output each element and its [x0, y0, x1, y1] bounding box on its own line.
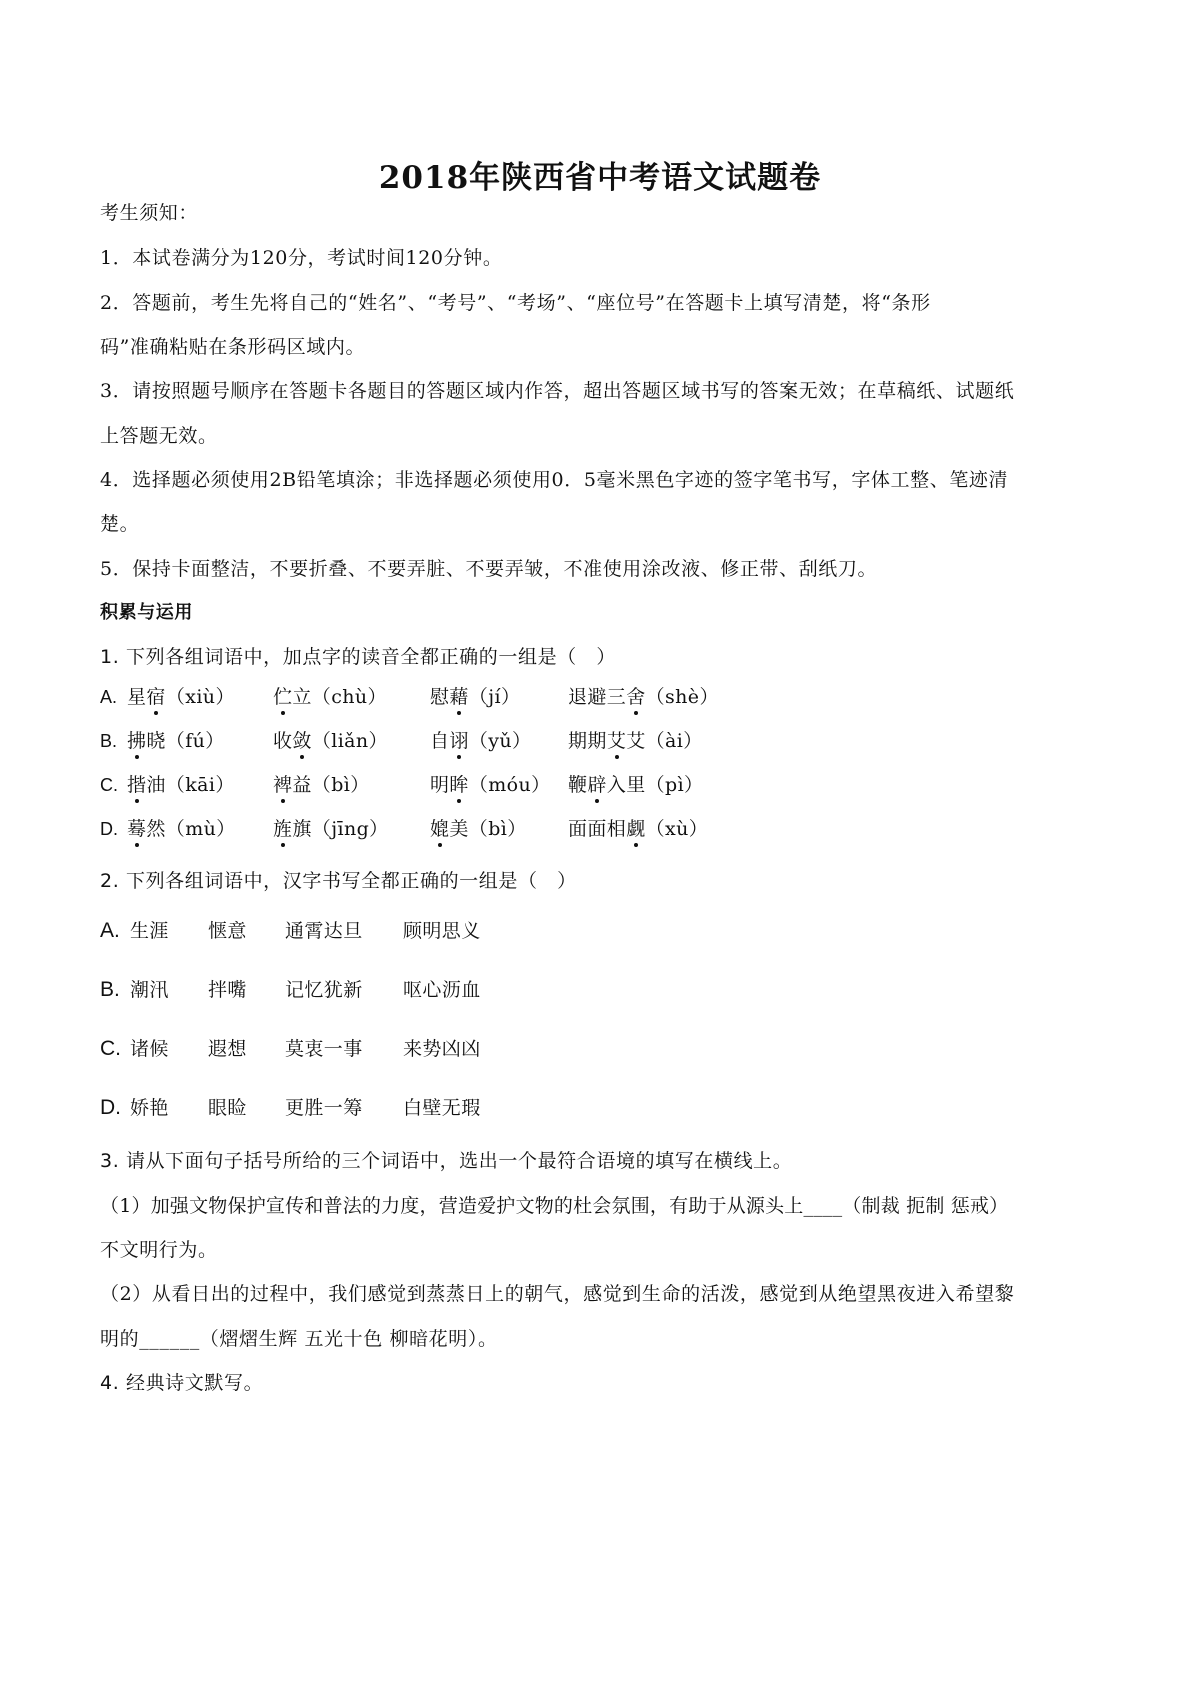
option-word: 面面相觑（xù）	[568, 818, 709, 840]
emphasis-dot-char: 旌	[273, 818, 293, 840]
option-word: 诸候	[130, 1038, 169, 1060]
notice-item-2-cont: 码”准确粘贴在条形码区域内。	[100, 336, 366, 358]
option-word: 退避三舍（shè）	[568, 686, 719, 708]
notice-item-1: 1．本试卷满分为120分，考试时间120分钟。	[100, 247, 503, 269]
notice-item-3-cont: 上答题无效。	[100, 425, 218, 447]
option-word: 裨益（bì）	[273, 774, 370, 796]
emphasis-dot-char: 藉	[449, 686, 469, 708]
notice-item-4-cont: 楚。	[100, 513, 140, 535]
option-word: 白壁无瑕	[403, 1097, 481, 1119]
question-4-stem: 4. 经典诗文默写。	[100, 1372, 264, 1394]
emphasis-dot-char: 伫	[273, 686, 293, 708]
emphasis-dot-char: 艾	[606, 730, 627, 752]
option-word: 惬意	[208, 920, 247, 942]
emphasis-dot-char: 诩	[449, 730, 469, 752]
option-letter: A.	[100, 687, 118, 707]
page-title: 2018年陕西省中考语文试题卷	[378, 160, 822, 196]
option-word: 生涯	[130, 920, 169, 942]
notice-item-3: 3．请按照题号顺序在答题卡各题目的答题区域内作答，超出答题区域书写的答案无效；在草稿纸、试题纸	[100, 380, 1015, 402]
option-word: 拌嘴	[208, 979, 247, 1001]
emphasis-dot-char: 敛	[292, 730, 312, 752]
emphasis-dot-char: 舍	[626, 686, 646, 708]
option-word: 媲美（bì）	[430, 818, 527, 840]
option-word: 通霄达旦	[285, 920, 363, 942]
option-letter: D.	[100, 819, 118, 839]
option-word: 来势凶凶	[403, 1038, 481, 1060]
option-word: 遐想	[208, 1038, 247, 1060]
notice-item-5: 5．保持卡面整洁，不要折叠、不要弄脏、不要弄皱，不准使用涂改液、修正带、刮纸刀。	[100, 558, 878, 580]
question-3-line-2-cont: 明的______（熠熠生辉 五光十色 柳暗花明）。	[100, 1328, 498, 1350]
option-word: 期期艾艾（ài）	[568, 730, 703, 752]
emphasis-dot-char: 拂	[127, 730, 147, 752]
option-word: 娇艳	[130, 1097, 169, 1119]
question-3-line-1: （1）加强文物保护宣传和普法的力度，营造爱护文物的杜会氛围，有助于从源头上____（制裁 扼制 惩戒）	[100, 1195, 1009, 1217]
emphasis-dot-char: 觑	[626, 818, 646, 840]
question-3-stem: 3. 请从下面句子括号所给的三个词语中，选出一个最符合语境的填写在横线上。	[100, 1150, 793, 1172]
emphasis-dot-char: 裨	[273, 774, 293, 796]
notice-heading: 考生须知：	[100, 202, 199, 224]
option-word: 揩油（kāi）	[127, 774, 235, 796]
option-word: 鞭辟入里（pì）	[568, 774, 704, 796]
question-3-line-1-cont: 不文明行为。	[100, 1239, 218, 1261]
option-word: 潮汛	[130, 979, 169, 1001]
option-word: 收敛（liǎn）	[273, 730, 388, 752]
option-word: 拂晓（fú）	[127, 730, 225, 752]
emphasis-dot-char: 眸	[449, 774, 469, 796]
option-letter: D.	[100, 1096, 121, 1119]
option-word: 明眸（móu）	[430, 774, 551, 796]
emphasis-dot-char: 揩	[127, 774, 147, 796]
option-word: 旌旗（jīng）	[273, 818, 389, 840]
emphasis-dot-char: 宿	[146, 686, 166, 708]
option-word: 顾明思义	[403, 920, 481, 942]
option-word: 慰藉（jí）	[430, 686, 521, 708]
option-word: 莫衷一事	[285, 1038, 363, 1060]
option-word: 伫立（chù）	[273, 686, 387, 708]
notice-item-4: 4．选择题必须使用2B铅笔填涂；非选择题必须使用0．5毫米黑色字迹的签字笔书写，字体工整、笔迹清	[100, 469, 1009, 491]
question-1-stem: 1. 下列各组词语中，加点字的读音全都正确的一组是（ ）	[100, 646, 616, 668]
section-heading: 积累与运用	[100, 602, 193, 623]
option-letter: A.	[100, 919, 120, 942]
option-word: 眼睑	[208, 1097, 247, 1119]
option-letter: B.	[100, 978, 120, 1001]
option-letter: C.	[100, 1037, 121, 1060]
option-letter: B.	[100, 731, 118, 751]
emphasis-dot-char: 辟	[587, 774, 607, 796]
question-2-stem: 2. 下列各组词语中，汉字书写全都正确的一组是（ ）	[100, 870, 577, 892]
option-word: 自诩（yǔ）	[430, 730, 532, 752]
option-word: 更胜一筹	[285, 1097, 363, 1119]
option-word: 蓦然（mù）	[127, 818, 236, 840]
emphasis-dot-char: 媲	[430, 818, 450, 840]
question-3-line-2: （2）从看日出的过程中，我们感觉到蒸蒸日上的朝气，感觉到生命的活泼，感觉到从绝望黑夜进入希望黎	[100, 1283, 1015, 1305]
option-word: 记忆犹新	[285, 979, 363, 1001]
notice-item-2: 2．答题前，考生先将自己的“姓名”、“考号”、“考场”、“座位号”在答题卡上填写清楚，将“条形	[100, 292, 931, 314]
option-letter: C.	[100, 775, 118, 795]
emphasis-dot-char: 蓦	[127, 818, 147, 840]
option-word: 呕心沥血	[403, 979, 481, 1001]
option-word: 星宿（xiù）	[127, 686, 235, 708]
